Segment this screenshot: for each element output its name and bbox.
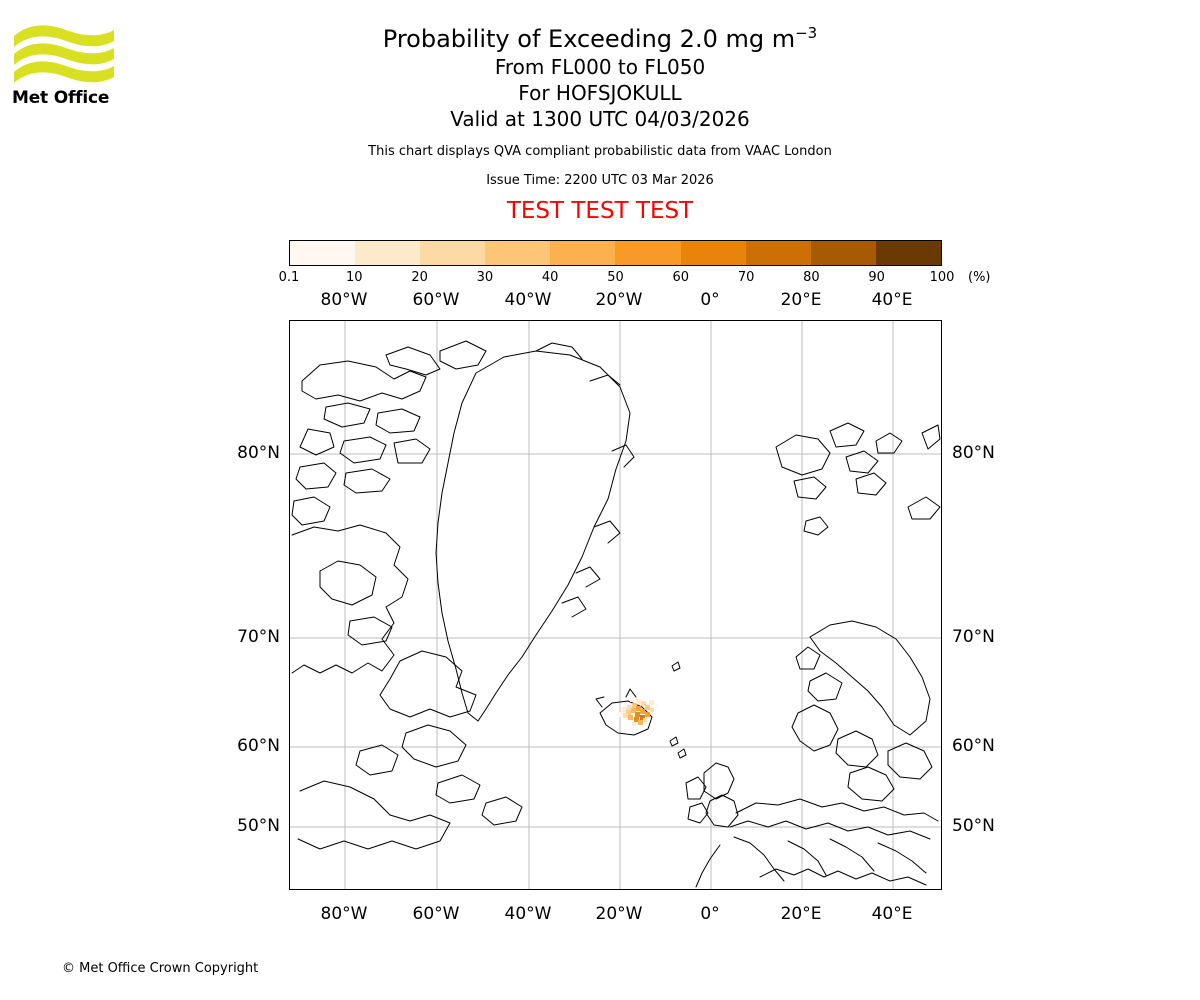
copyright-notice: © Met Office Crown Copyright: [62, 961, 259, 976]
axis-left-label-3: 50°N: [237, 816, 280, 836]
colorbar-tick-20: 20: [411, 270, 428, 285]
axis-left-label-0: 80°N: [237, 443, 280, 463]
colorbar-tick-0.1: 0.1: [278, 270, 300, 285]
subtitle-volcano: For HOFSJOKULL: [518, 81, 682, 105]
colorbar-segment-3: [485, 241, 550, 265]
map-panel[interactable]: [289, 320, 942, 890]
colorbar-segment-8: [811, 241, 876, 265]
axis-top-label-1: 60°W: [412, 290, 460, 310]
axis-bottom-label-3: 20°W: [595, 904, 643, 924]
axis-bottom-label-6: 40°E: [871, 904, 913, 924]
axis-right-label-0: 80°N: [952, 443, 995, 463]
colorbar-tick-10: 10: [346, 270, 363, 285]
axis-bottom-label-5: 20°E: [780, 904, 822, 924]
chart-title-block: [0, 18, 1200, 224]
colorbar-segment-9: [876, 241, 941, 265]
issue-time: Issue Time: 2200 UTC 03 Mar 2026: [486, 173, 714, 188]
map-canvas: [290, 321, 941, 889]
axis-right-label-3: 50°N: [952, 816, 995, 836]
colorbar-tick-70: 70: [737, 270, 755, 285]
axis-top-label-0: 80°W: [320, 290, 368, 310]
colorbar-segment-2: [420, 241, 485, 265]
axis-left-label-2: 60°N: [237, 736, 280, 756]
subtitle-flight-levels: From FL000 to FL050: [494, 55, 706, 79]
axis-right-label-1: 70°N: [952, 627, 995, 647]
main-title-exponent: −3: [795, 24, 818, 42]
colorbar-segment-1: [355, 241, 420, 265]
test-banner: TEST TEST TEST: [506, 198, 694, 224]
axis-bottom-label-1: 60°W: [412, 904, 460, 924]
colorbar-tick-100: 100: [929, 270, 955, 285]
colorbar-tick-90: 90: [868, 270, 885, 285]
colorbar-segment-4: [550, 241, 615, 265]
colorbar-segment-7: [746, 241, 811, 265]
colorbar-unit-label: (%): [968, 270, 991, 285]
coastlines: [292, 341, 940, 887]
axis-left-label-1: 70°N: [237, 627, 280, 647]
colorbar-tick-60: 60: [672, 270, 690, 285]
colorbar-tick-80: 80: [803, 270, 820, 285]
axis-bottom-label-0: 80°W: [320, 904, 368, 924]
colorbar: [289, 240, 942, 266]
axis-top-label-4: 0°: [700, 290, 720, 310]
axis-top-label-5: 20°E: [780, 290, 822, 310]
met-office-logo-text: Met Office: [12, 88, 110, 108]
main-title-text: Probability of Exceeding 2.0 mg m: [382, 25, 796, 53]
axis-bottom-label-4: 0°: [700, 904, 720, 924]
colorbar-segment-0: [290, 241, 355, 265]
subtitle-valid-time: Valid at 1300 UTC 04/03/2026: [450, 107, 750, 131]
colorbar-tick-50: 50: [607, 270, 624, 285]
qva-note: This chart displays QVA compliant probabilistic data from VAAC London: [368, 144, 832, 159]
colorbar-tick-labels: [0, 270, 1200, 286]
colorbar-tick-40: 40: [541, 270, 559, 285]
colorbar-tick-30: 30: [476, 270, 494, 285]
axis-bottom-label-2: 40°W: [504, 904, 552, 924]
colorbar-segment-5: [615, 241, 680, 265]
page-title: [0, 18, 1200, 54]
axis-top-label-6: 40°E: [871, 290, 913, 310]
axis-right-label-2: 60°N: [952, 736, 995, 756]
axis-top-label-3: 20°W: [595, 290, 643, 310]
colorbar-segment-6: [681, 241, 746, 265]
axis-top-label-2: 40°W: [504, 290, 552, 310]
